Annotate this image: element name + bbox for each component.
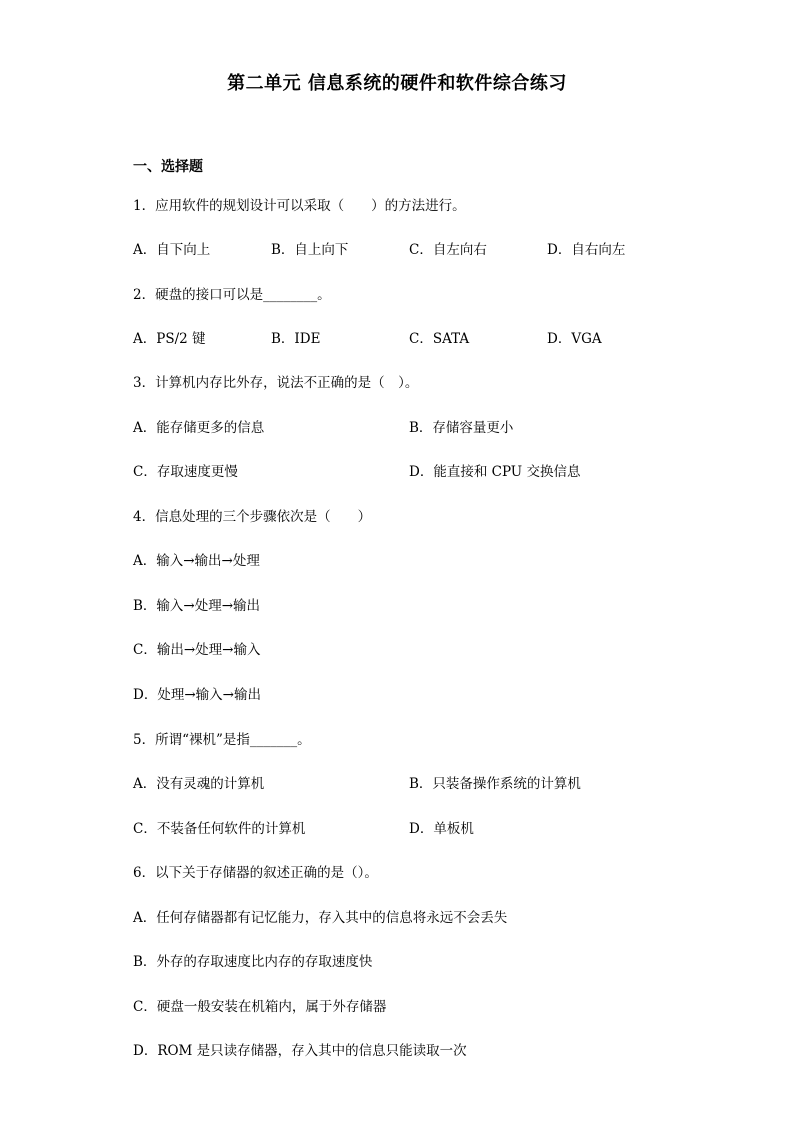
question-5-option-b: B．只装备操作系统的计算机	[409, 776, 581, 792]
question-2-option-b: B．IDE	[271, 331, 321, 347]
question-3-option-d: D．能直接和 CPU 交换信息	[409, 464, 581, 480]
section-heading: 一、选择题	[133, 159, 203, 175]
question-3-option-a: A．能存储更多的信息	[133, 420, 265, 436]
question-2-stem: 2．硬盘的接口可以是________。	[133, 287, 331, 303]
question-5-option-c: C．不装备任何软件的计算机	[133, 821, 306, 837]
question-4-stem: 4．信息处理的三个步骤依次是（ ）	[133, 509, 372, 525]
question-1-option-d: D．自右向左	[547, 242, 626, 258]
question-5-option-d: D．单板机	[409, 821, 474, 837]
question-5-option-a: A．没有灵魂的计算机	[133, 776, 265, 792]
question-6-option-a: A．任何存储器都有记忆能力，存入其中的信息将永远不会丢失	[133, 910, 508, 926]
question-6-option-c: C．硬盘一般安装在机箱内，属于外存储器	[133, 999, 387, 1015]
question-6-option-d: D．ROM 是只读存储器，存入其中的信息只能读取一次	[133, 1043, 467, 1059]
question-1-option-b: B．自上向下	[271, 242, 349, 258]
question-1-option-a: A．自下向上	[133, 242, 211, 258]
question-4-option-a: A．输入→输出→处理	[133, 553, 260, 569]
question-2-option-a: A．PS/2 键	[133, 331, 206, 347]
question-6-option-b: B．外存的存取速度比内存的存取速度快	[133, 954, 373, 970]
question-4-option-d: D．处理→输入→输出	[133, 687, 261, 703]
page-title: 第二单元 信息系统的硬件和软件综合练习	[227, 73, 567, 94]
question-3-option-c: C．存取速度更慢	[133, 464, 238, 480]
question-4-option-c: C．输出→处理→输入	[133, 642, 261, 658]
question-2-option-c: C．SATA	[409, 331, 470, 347]
question-2-option-d: D．VGA	[547, 331, 602, 347]
question-3-stem: 3．计算机内存比外存，说法不正确的是（ ）。	[133, 375, 419, 391]
question-6-stem: 6．以下关于存储器的叙述正确的是（）。	[133, 865, 378, 881]
question-3-option-b: B．存储容量更小	[409, 420, 514, 436]
question-1-option-c: C．自左向右	[409, 242, 487, 258]
question-5-stem: 5．所谓“裸机”是指_______。	[133, 732, 311, 748]
question-1-stem: 1．应用软件的规划设计可以采取（ ）的方法进行。	[133, 198, 466, 214]
question-4-option-b: B．输入→处理→输出	[133, 598, 261, 614]
